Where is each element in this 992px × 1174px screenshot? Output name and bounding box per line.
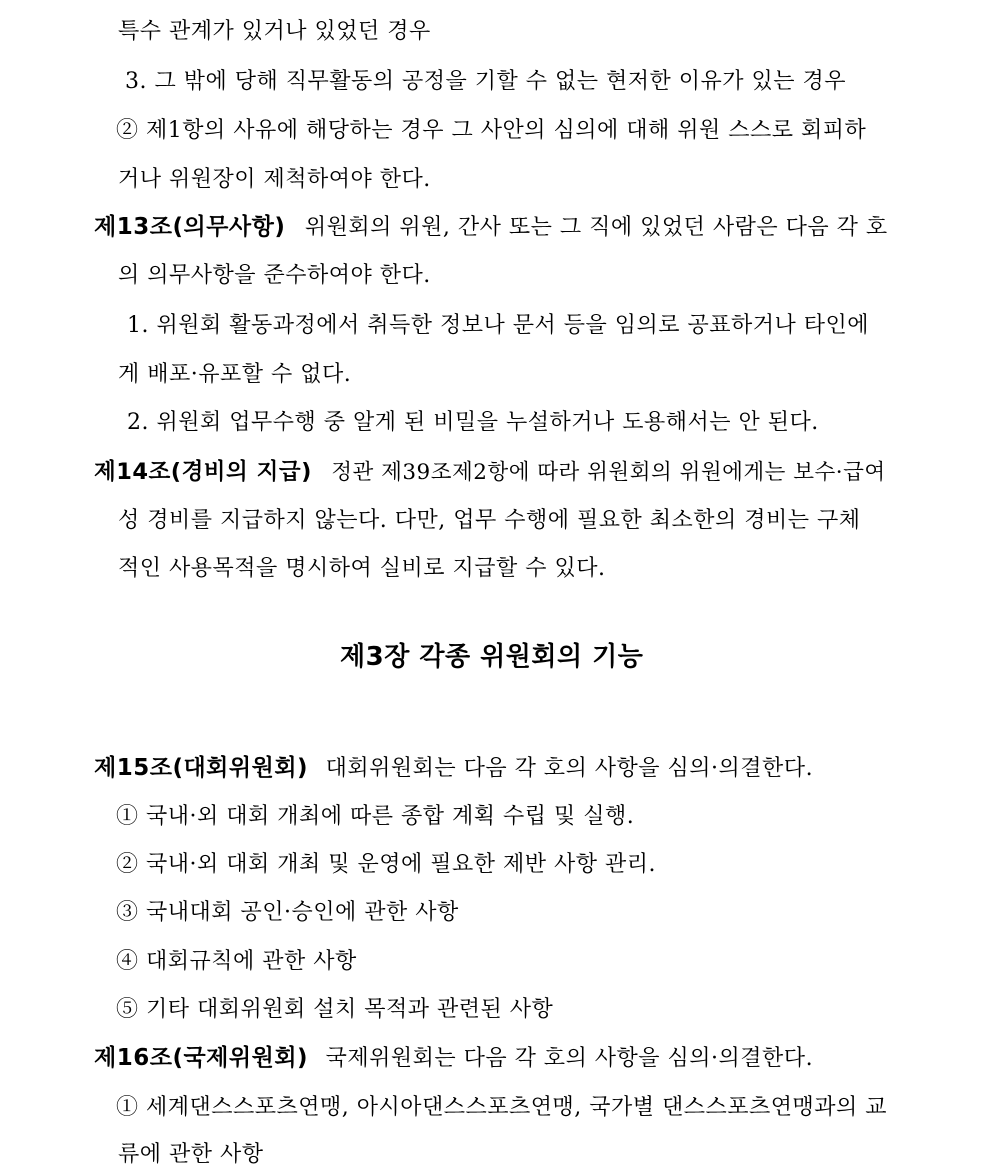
list-item: ④ 대회규칙에 관한 사항 xyxy=(116,949,357,974)
text-line: 1. 위원회 활동과정에서 취득한 정보나 문서 등을 임의로 공표하거나 타인에 xyxy=(127,313,869,338)
text-line: 성 경비를 지급하지 않는다. 다만, 업무 수행에 필요한 최소한의 경비는 구체 xyxy=(118,508,861,533)
article-text: 대회위원회는 다음 각 호의 사항을 심의·의결한다. xyxy=(325,756,814,781)
article-text: 위원회의 위원, 간사 또는 그 직에 있었던 사람은 다음 각 호 xyxy=(304,215,888,240)
article-title: 제14조(경비의 지급) xyxy=(94,459,312,485)
article-text: 국제위원회는 다음 각 호의 사항을 심의·의결한다. xyxy=(325,1046,814,1071)
text-line: 류에 관한 사항 xyxy=(118,1142,264,1167)
article-14 xyxy=(94,457,898,488)
chapter-heading: 제3장 각종 위원회의 기능 xyxy=(340,642,644,672)
text-line: 특수 관계가 있거나 있었던 경우 xyxy=(118,19,431,44)
article-16 xyxy=(94,1043,814,1074)
list-item: ② 국내·외 대회 개최 및 운영에 필요한 제반 사항 관리. xyxy=(116,852,656,877)
article-text: 정관 제39조제2항에 따라 위원회의 위원에게는 보수·급여 xyxy=(331,460,886,485)
article-15 xyxy=(94,753,814,784)
list-item: ① 세계댄스스포츠연맹, 아시아댄스스포츠연맹, 국가별 댄스스포츠연맹과의 교 xyxy=(116,1095,888,1120)
text-line: 적인 사용목적을 명시하여 실비로 지급할 수 있다. xyxy=(118,556,606,581)
text-line: 2. 위원회 업무수행 중 알게 된 비밀을 누설하거나 도용해서는 안 된다. xyxy=(127,410,819,435)
list-item: ⑤ 기타 대회위원회 설치 목적과 관련된 사항 xyxy=(116,997,554,1022)
article-title: 제15조(대회위원회) xyxy=(94,755,309,781)
text-line: 3. 그 밖에 당해 직무활동의 공정을 기할 수 없는 현저한 이유가 있는 경우 xyxy=(125,69,846,94)
list-item: ① 국내·외 대회 개최에 따른 종합 계획 수립 및 실행. xyxy=(116,804,635,829)
article-13 xyxy=(94,212,898,243)
text-line: 거나 위원장이 제척하여야 한다. xyxy=(118,167,431,192)
text-line: 게 배포·유포할 수 없다. xyxy=(118,362,352,387)
list-item: ③ 국내대회 공인·승인에 관한 사항 xyxy=(116,900,459,925)
text-line: ② 제1항의 사유에 해당하는 경우 그 사안의 심의에 대해 위원 스스로 회피하 xyxy=(116,118,867,143)
article-title: 제16조(국제위원회) xyxy=(94,1045,309,1071)
article-title: 제13조(의무사항) xyxy=(94,214,286,240)
text-line: 의 의무사항을 준수하여야 한다. xyxy=(118,263,431,288)
